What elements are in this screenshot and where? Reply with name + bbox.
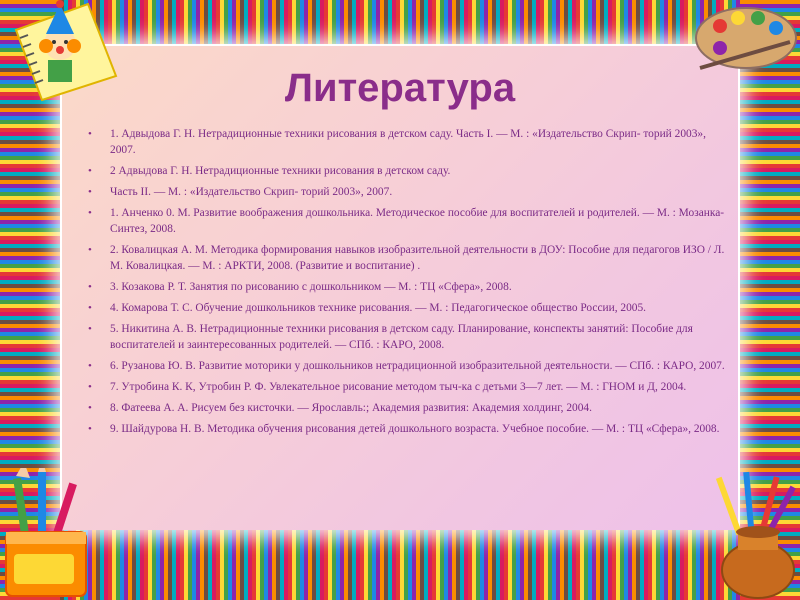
bullet: • (88, 128, 92, 140)
bullet: • (88, 423, 92, 435)
list-item-text: 1. Адвыдова Г. Н. Нетрадиционные техники рисования в детском саду. Часть I. — М. : «Издательство Скрип- торий 2003», 2007. (110, 128, 706, 156)
bullet: • (88, 323, 92, 335)
list-item (88, 400, 728, 416)
pencil-cup-icon (0, 468, 98, 600)
bullet: • (88, 302, 92, 314)
list-item-text: 5. Никитина А. В. Нетрадиционные техники рисования в детском саду. Планирование, конспекты занятий: Пособие для воспитателей и заинтересованных родителей. — СПб. : КАРО, 2008. (110, 323, 693, 351)
list-item (88, 358, 728, 374)
list-item (88, 126, 728, 158)
list-item-text: 6. Рузанова Ю. В. Развитие моторики у дошкольников нетрадиционной изобразительной деятельности. — СПб. : КАРО, 2007. (110, 360, 725, 372)
list-item-text: 4. Комарова Т. С. Обучение дошкольников технике рисования. — М. : Педагогическое общество России, 2005. (110, 302, 647, 314)
list-item-text: Часть II. — М. : «Издательство Скрип- торий 2003», 2007. (110, 186, 393, 198)
bullet: • (88, 281, 92, 293)
paint-palette-icon (690, 2, 798, 72)
list-item (88, 421, 728, 437)
list-item (88, 163, 728, 179)
list-item-text: 1. Анченко 0. М. Развитие воображения дошкольника. Методическое пособие для воспитателей и родителей. — М. : Мозанка-Синтез, 2008. (110, 207, 725, 235)
list-item (88, 184, 728, 200)
bullet: • (88, 360, 92, 372)
pencil-border-top (0, 0, 800, 44)
page-title: Литература (284, 66, 516, 110)
list-item (88, 242, 728, 274)
literature-list (88, 126, 728, 442)
bullet: • (88, 381, 92, 393)
bullet: • (88, 402, 92, 414)
bullet: • (88, 186, 92, 198)
bullet: • (88, 165, 92, 177)
list-item-text: 9. Шайдурова Н. В. Методика обучения рисования детей дошкольного возраста. Учебное пособие. — М. : ТЦ «Сфера», 2008. (110, 423, 720, 435)
pencil-border-bottom (0, 530, 800, 600)
brush-pot-icon (712, 470, 800, 600)
list-item (88, 300, 728, 316)
bullet: • (88, 207, 92, 219)
list-item (88, 205, 728, 237)
list-item (88, 379, 728, 395)
list-item-text: 8. Фатеева А. А. Рисуем без кисточки. — Ярославль:; Академия развития: Академия холдинг, 2004. (110, 402, 592, 414)
list-item-text: 2 Адвыдова Г. Н. Нетрадиционные техники рисования в детском саду. (110, 165, 451, 177)
list-item-text: 3. Козакова Р. Т. Занятия по рисованию с дошкольником — М. : ТЦ «Сфера», 2008. (110, 281, 512, 293)
list-item-text: 7. Утробина К. К, Утробин Р. Ф. Увлекательное рисование методом тыч-ка с детьми 3—7 лет. — М. : ГНОМ и Д, 2004. (110, 381, 687, 393)
list-item (88, 279, 728, 295)
list-item (88, 321, 728, 353)
bullet: • (88, 244, 92, 256)
list-item-text: 2. Ковалицкая А. М. Методика формирования навыков изобразительной деятельности в ДОУ: Пособие для педагогов ИЗО / Л. М. Ковалицкая. — М. : АРКТИ, 2008. (Развитие и воспитание) . (110, 244, 725, 272)
